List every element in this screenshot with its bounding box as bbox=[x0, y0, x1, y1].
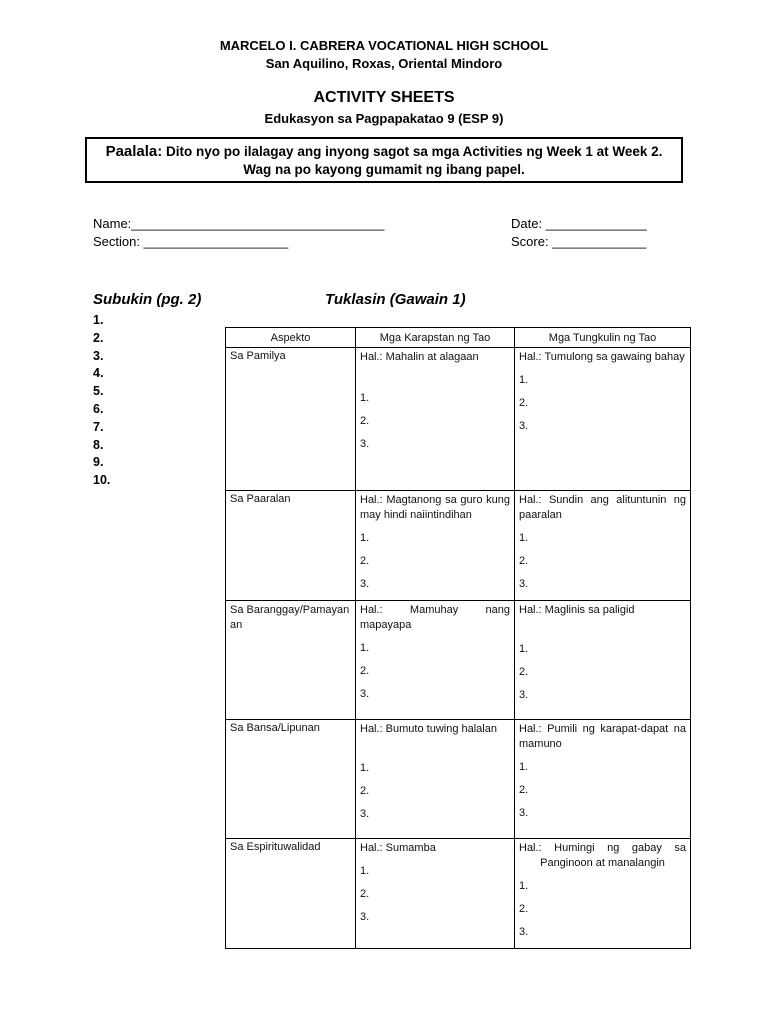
answer-item[interactable]: 9. bbox=[93, 455, 104, 470]
table-row bbox=[226, 720, 691, 839]
table-header-row bbox=[226, 328, 691, 348]
answer-item[interactable]: 1. bbox=[93, 313, 104, 327]
column-header-aspekto: Aspekto bbox=[226, 328, 356, 348]
section-field[interactable]: Section: ____________________ bbox=[93, 234, 289, 249]
answer-number: 3. bbox=[360, 911, 370, 923]
aspekto-cell: Sa Pamilya bbox=[226, 348, 356, 491]
table-row bbox=[226, 348, 691, 491]
answer-number: 1. bbox=[360, 532, 370, 544]
answer-number: 2. bbox=[360, 785, 370, 797]
score-field[interactable]: Score: _____________ bbox=[511, 234, 647, 249]
answer-number: 3. bbox=[360, 688, 370, 700]
tungkulin-cell[interactable] bbox=[515, 839, 691, 949]
answer-item[interactable]: 2. bbox=[93, 330, 104, 345]
karapatan-example: Hal.: Sumamba bbox=[360, 842, 436, 854]
karapatan-example: Hal.: Bumuto tuwing halalan bbox=[360, 723, 497, 735]
tungkulin-cell[interactable] bbox=[515, 601, 691, 720]
reminder-line-1: Dito nyo po ilalagay ang inyong sagot sa mga Activities ng Week 1 at Week 2. bbox=[166, 144, 663, 159]
subukin-answer-list bbox=[93, 312, 110, 490]
answer-number: 2. bbox=[360, 665, 370, 677]
tuklasin-heading: Tuklasin (Gawain 1) bbox=[325, 291, 466, 308]
tungkulin-cell[interactable] bbox=[515, 348, 691, 491]
aspekto-cell: Sa Paaralan bbox=[226, 491, 356, 601]
reminder-box bbox=[85, 137, 683, 183]
karapatan-cell[interactable] bbox=[356, 839, 515, 949]
tuklasin-table bbox=[225, 327, 691, 949]
karapatan-example: Hal.: Mahalin at alagaan bbox=[360, 351, 479, 363]
table-row bbox=[226, 839, 691, 949]
subject-subtitle: Edukasyon sa Pagpapakatao 9 (ESP 9) bbox=[264, 111, 504, 126]
answer-item[interactable]: 6. bbox=[93, 401, 104, 416]
answer-number: 2. bbox=[519, 666, 529, 678]
column-header-tungkulin: Mga Tungkulin ng Tao bbox=[515, 328, 691, 348]
answer-number: 3. bbox=[519, 420, 529, 432]
answer-item[interactable]: 7. bbox=[93, 419, 104, 434]
date-field[interactable]: Date: ______________ bbox=[511, 216, 647, 231]
answer-item[interactable]: 8. bbox=[93, 437, 104, 452]
answer-number: 1. bbox=[360, 642, 370, 654]
answer-number: 1. bbox=[519, 532, 529, 544]
answer-number: 1. bbox=[519, 643, 529, 655]
answer-number: 3. bbox=[519, 926, 529, 938]
reminder-label: Paalala: bbox=[105, 143, 163, 160]
answer-item[interactable]: 5. bbox=[93, 384, 104, 399]
karapatan-cell[interactable] bbox=[356, 720, 515, 839]
answer-number: 1. bbox=[360, 865, 370, 877]
aspekto-label: Sa Baranggay/Pamayanan bbox=[230, 604, 350, 631]
answer-number: 1. bbox=[519, 761, 529, 773]
answer-item[interactable]: 4. bbox=[93, 366, 104, 381]
answer-number: 1. bbox=[519, 880, 529, 892]
karapatan-cell[interactable] bbox=[356, 491, 515, 601]
table-row bbox=[226, 491, 691, 601]
answer-number: 2. bbox=[360, 555, 370, 567]
answer-number: 1. bbox=[360, 392, 370, 404]
answer-number: 3. bbox=[360, 808, 370, 820]
answer-number: 2. bbox=[360, 415, 370, 427]
answer-number: 2. bbox=[519, 555, 529, 567]
page-title: ACTIVITY SHEETS bbox=[313, 89, 455, 106]
tungkulin-example: Hal.: Humingi ng gabay sa Panginoon at manalangin bbox=[519, 842, 686, 869]
karapatan-cell[interactable] bbox=[356, 348, 515, 491]
answer-number: 3. bbox=[519, 689, 529, 701]
tungkulin-example: Hal.: Tumulong sa gawaing bahay bbox=[519, 351, 685, 363]
answer-number: 1. bbox=[360, 762, 370, 774]
aspekto-cell bbox=[226, 601, 356, 720]
karapatan-example: Hal.: Mamuhay nang mapayapa bbox=[360, 604, 510, 631]
aspekto-cell: Sa Bansa/Lipunan bbox=[226, 720, 356, 839]
answer-number: 3. bbox=[519, 578, 529, 590]
reminder-line-2: Wag na po kayong gumamit ng ibang papel. bbox=[243, 162, 525, 177]
answer-number: 2. bbox=[519, 903, 529, 915]
name-field[interactable]: Name:___________________________________ bbox=[93, 216, 385, 231]
karapatan-cell[interactable] bbox=[356, 601, 515, 720]
tungkulin-cell[interactable] bbox=[515, 720, 691, 839]
answer-number: 3. bbox=[519, 807, 529, 819]
tungkulin-example: Hal.: Maglinis sa paligid bbox=[519, 604, 635, 616]
table-row bbox=[226, 601, 691, 720]
answer-item[interactable]: 3. bbox=[93, 348, 104, 363]
tungkulin-cell[interactable] bbox=[515, 491, 691, 601]
answer-number: 1. bbox=[519, 374, 529, 386]
aspekto-cell: Sa Espirituwalidad bbox=[226, 839, 356, 949]
answer-number: 2. bbox=[519, 784, 529, 796]
subukin-heading: Subukin (pg. 2) bbox=[93, 291, 202, 308]
school-name: MARCELO I. CABRERA VOCATIONAL HIGH SCHOOL bbox=[219, 38, 549, 53]
tungkulin-example: Hal.: Sundin ang alituntunin ng paaralan bbox=[519, 494, 686, 521]
answer-number: 2. bbox=[360, 888, 370, 900]
answer-number: 2. bbox=[519, 397, 529, 409]
karapatan-example: Hal.: Magtanong sa guro kung may hindi naiintindihan bbox=[360, 494, 510, 521]
answer-item[interactable]: 10. bbox=[93, 473, 111, 488]
tungkulin-example: Hal.: Pumili ng karapat-dapat na mamuno bbox=[519, 723, 686, 750]
answer-number: 3. bbox=[360, 578, 370, 590]
school-address: San Aquilino, Roxas, Oriental Mindoro bbox=[265, 56, 503, 71]
answer-number: 3. bbox=[360, 438, 370, 450]
column-header-karapatan: Mga Karapstan ng Tao bbox=[356, 328, 515, 348]
